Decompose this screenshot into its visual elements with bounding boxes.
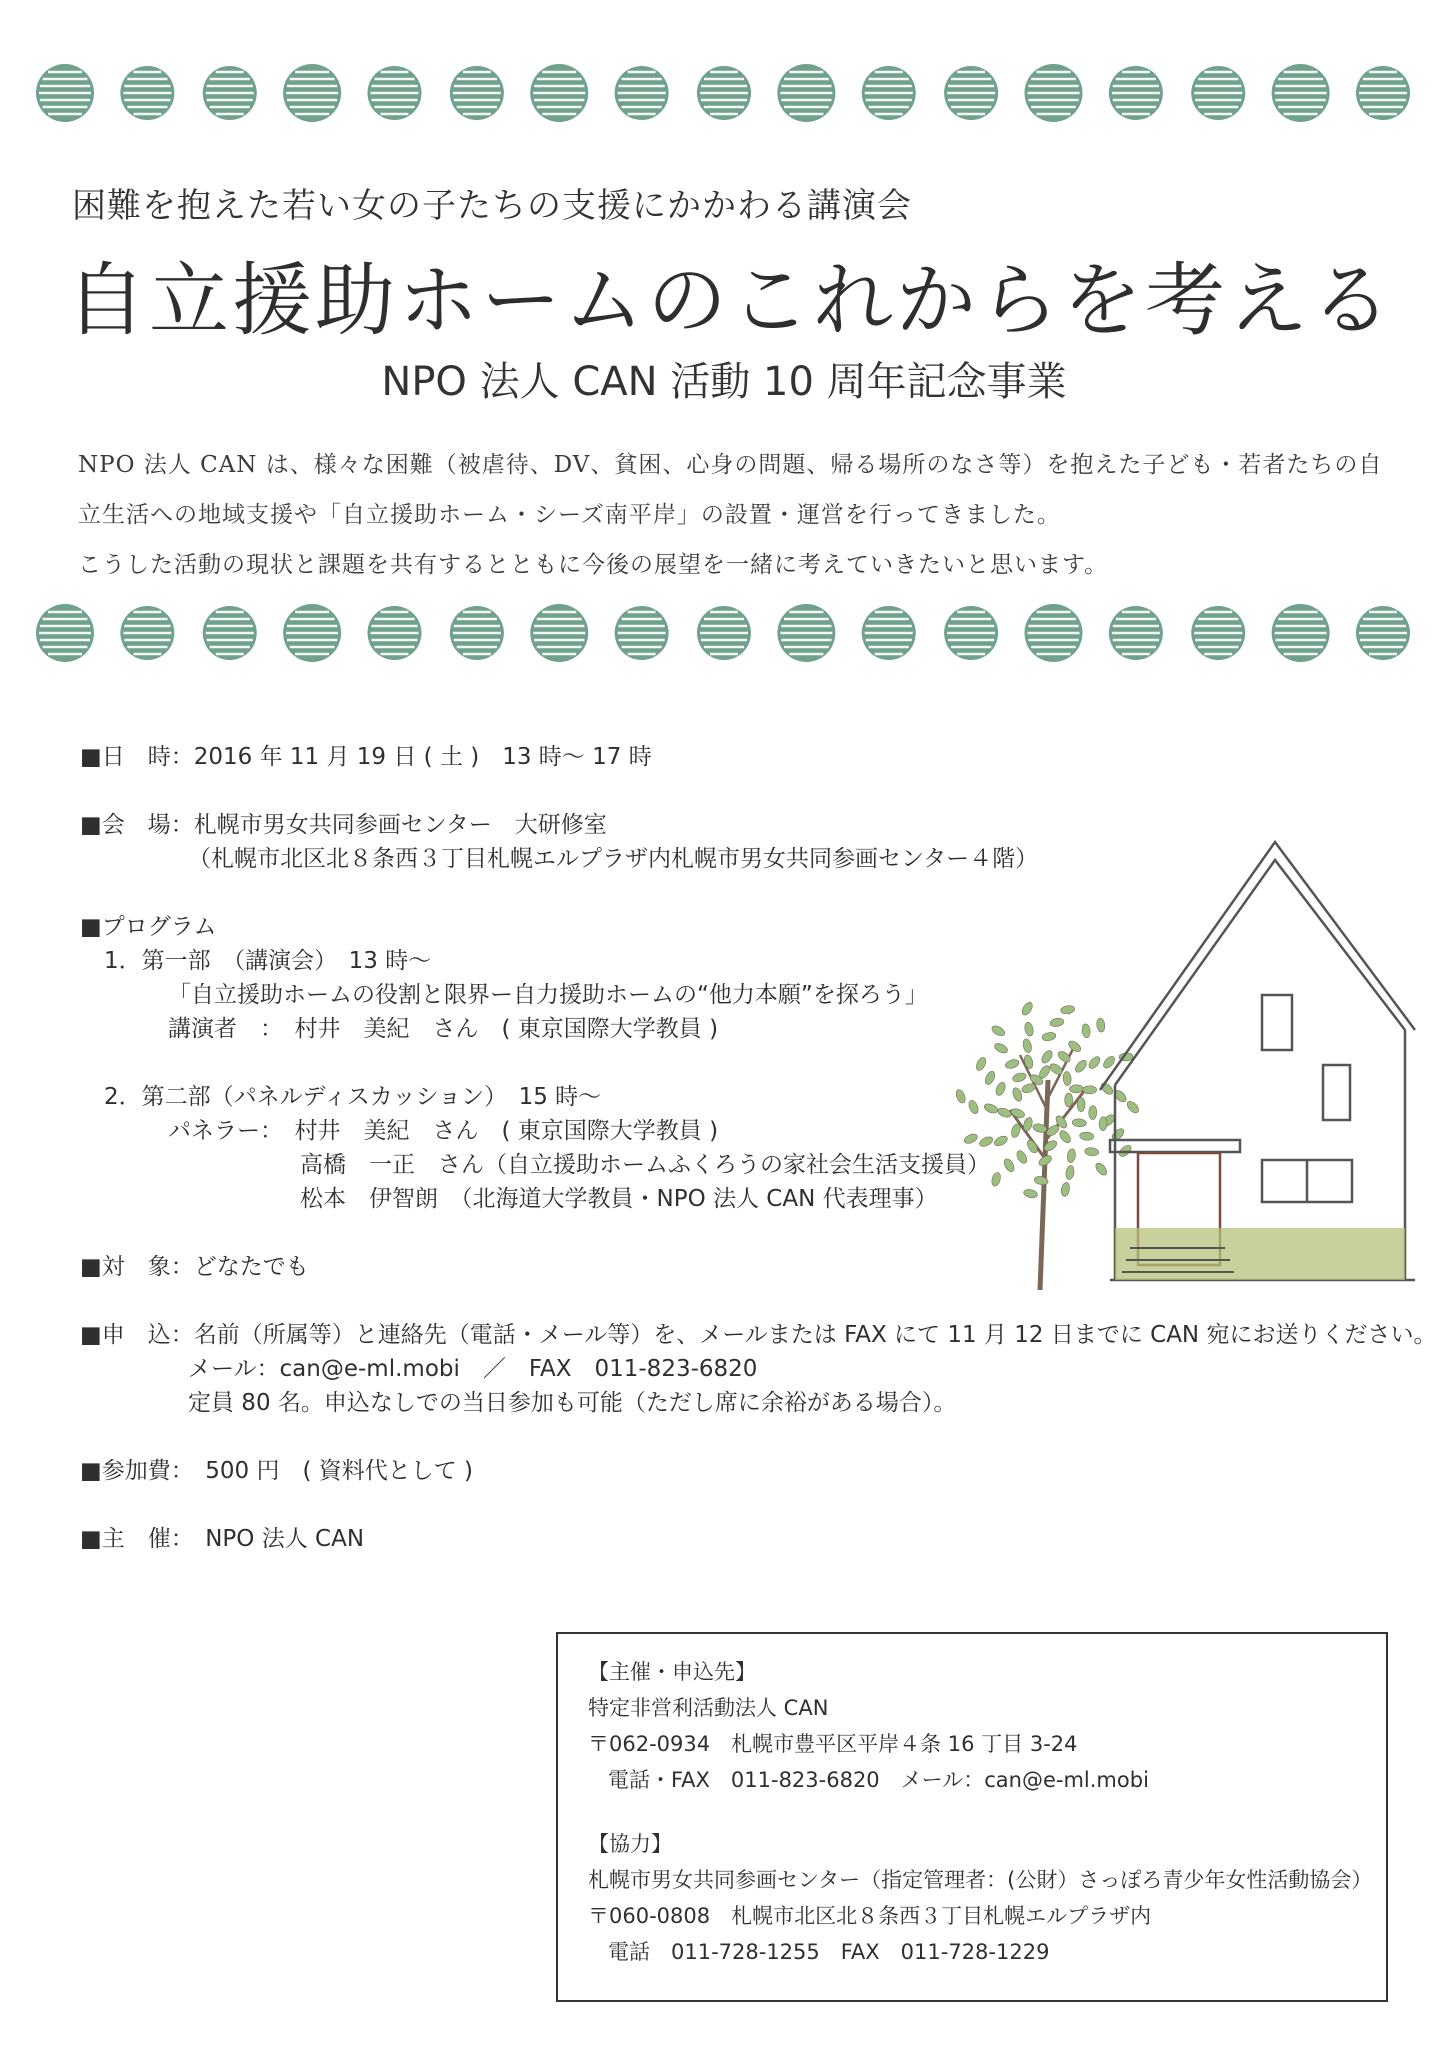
program-part2: 2．第二部（パネルディスカッション） 15 時〜 xyxy=(104,1084,602,1110)
coop-address: 〒060-0808 札幌市北区北８条西３丁目札幌エルプラザ内 xyxy=(588,1904,1152,1928)
leaf xyxy=(1077,1097,1085,1111)
leaf xyxy=(983,1070,996,1086)
house-illustration xyxy=(950,830,1420,1300)
leaf xyxy=(983,1102,999,1115)
leaf xyxy=(954,1088,967,1104)
striped-dot xyxy=(1025,604,1083,662)
contact-box xyxy=(556,1632,1388,2002)
striped-dot xyxy=(1356,66,1410,120)
coop-phone: 電話 011-728-1255 FAX 011-728-1229 xyxy=(608,1940,1050,1964)
apply-row: ■申 込：名前（所属等）と連絡先（電話・メール等）を、メールまたは FAX にて 11 月 12 日までに CAN 宛にお送りください。 xyxy=(80,1322,1437,1348)
top-dot-border xyxy=(30,58,1418,128)
striped-dot xyxy=(36,604,94,662)
striped-dot xyxy=(944,606,998,660)
leaf xyxy=(1083,1086,1097,1094)
leaf xyxy=(1096,1018,1105,1033)
leaf xyxy=(996,1106,1012,1118)
host-phone: 電話・FAX 011-823-6820 メール：can@e-ml.mobi xyxy=(608,1768,1149,1792)
striped-dot xyxy=(283,604,341,662)
leaf xyxy=(1073,1058,1088,1074)
intro-paragraph xyxy=(78,440,1383,590)
host-heading: 【主催・申込先】 xyxy=(588,1660,756,1684)
leaf xyxy=(1065,1093,1073,1107)
striped-dot xyxy=(203,66,257,120)
leaf xyxy=(1066,1148,1076,1163)
striped-dot xyxy=(615,66,669,120)
striped-dot xyxy=(450,606,504,660)
striped-dot xyxy=(450,66,504,120)
leaf xyxy=(1072,1118,1087,1127)
panelist-row: 松本 伊智朗 （北海道大学教員・NPO 法人 CAN 代表理事） xyxy=(300,1186,938,1212)
striped-dot xyxy=(530,64,588,122)
page-title: 自立援助ホームのこれからを考える xyxy=(66,254,1394,347)
leaf xyxy=(1041,1031,1056,1042)
program-part1: 1．第一部 （講演会） 13 時〜 xyxy=(104,948,432,974)
program-heading: ■プログラム xyxy=(80,914,217,940)
date-row: ■日 時：2016 年 11 月 19 日 ( 土 ) 13 時〜 17 時 xyxy=(80,744,652,770)
striped-dot xyxy=(862,66,916,120)
leaf xyxy=(990,1171,1002,1187)
striped-dot xyxy=(1272,604,1330,662)
tree-icon xyxy=(954,1001,1140,1290)
leaf xyxy=(1056,1049,1072,1064)
target-row: ■対 象：どなたでも xyxy=(80,1254,309,1280)
leaf xyxy=(963,1132,979,1145)
leaf xyxy=(1024,1021,1035,1036)
leaf xyxy=(1020,1001,1034,1017)
striped-dot xyxy=(1272,64,1330,122)
striped-dot xyxy=(1109,606,1163,660)
striped-dot xyxy=(120,606,174,660)
leaf xyxy=(1023,1054,1034,1070)
striped-dot xyxy=(615,606,669,660)
striped-dot xyxy=(1191,66,1245,120)
leaf xyxy=(1079,1132,1094,1141)
leaf xyxy=(1089,1105,1097,1119)
striped-dot xyxy=(777,64,835,122)
panelist-row: パネラー： 村井 美紀 さん ( 東京国際大学教員 ) xyxy=(168,1118,719,1144)
leaf xyxy=(1010,1107,1026,1119)
striped-dot xyxy=(203,606,257,660)
leaf xyxy=(1049,1017,1064,1027)
leaf xyxy=(1060,1005,1075,1015)
striped-dot xyxy=(944,66,998,120)
leaf xyxy=(1087,1055,1102,1071)
striped-dot xyxy=(368,606,422,660)
panelist-row: 高橋 一正 さん（自立援助ホームふくろうの家社会生活支援員） xyxy=(300,1152,990,1178)
leaf xyxy=(1125,1099,1140,1115)
part1-theme: 「自立援助ホームの役割と限界ー自力援助ホームの“他力本願”を探ろう」 xyxy=(168,982,928,1008)
venue-note: （札幌市北区北８条西３丁目札幌エルプラザ内札幌市男女共同参画センター４階） xyxy=(188,846,1039,872)
striped-dot xyxy=(697,66,751,120)
leaf xyxy=(1084,1147,1099,1156)
apply-contact: メール：can@e-ml.mobi ／ FAX 011-823-6820 xyxy=(188,1356,758,1382)
leaf xyxy=(978,1135,994,1148)
leaf xyxy=(1067,1039,1083,1054)
striped-dot xyxy=(1356,606,1410,660)
middle-dot-border xyxy=(30,598,1418,668)
host-address: 〒062-0934 札幌市豊平区平岸４条 16 丁目 3-24 xyxy=(588,1732,1078,1756)
striped-dot xyxy=(862,606,916,660)
event-subtitle: 困難を抱えた若い女の子たちの支援にかかわる講演会 xyxy=(72,186,912,226)
leaf xyxy=(1081,1023,1091,1038)
leaf xyxy=(1022,1038,1033,1054)
leaf xyxy=(1011,1071,1027,1083)
striped-dot xyxy=(120,66,174,120)
leaf xyxy=(1015,1149,1029,1165)
host-name: 特定非営利活動法人 CAN xyxy=(588,1696,829,1720)
apply-capacity: 定員 80 名。申込なしでの当日参加も可能（ただし席に余裕がある場合）。 xyxy=(188,1390,957,1416)
part1-speaker: 講演者 ： 村井 美紀 さん ( 東京国際大学教員 ) xyxy=(168,1016,719,1042)
leaf xyxy=(1094,1161,1109,1177)
intro-line: 立生活への地域支援や「自立援助ホーム・シーズ南平岸」の設置・運営を行ってきました。 xyxy=(78,502,1061,528)
intro-line: こうした活動の現状と課題を共有するとともに今後の展望を一緒に考えていきたいと思います。 xyxy=(78,552,1109,578)
host-row: ■主 催： NPO 法人 CAN xyxy=(80,1526,365,1552)
leaf xyxy=(1065,1165,1075,1180)
striped-dot xyxy=(697,606,751,660)
leaf xyxy=(1004,1058,1020,1070)
leaf xyxy=(1002,1157,1016,1173)
leaf xyxy=(993,1041,1009,1055)
striped-dot xyxy=(36,64,94,122)
leaf xyxy=(1069,1085,1083,1093)
striped-dot xyxy=(1025,64,1083,122)
striped-dot xyxy=(530,604,588,662)
intro-line: NPO 法人 CAN は、様々な困難（被虐待、DV、貧困、心身の問題、帰る場所のなさ等）を抱えた子ども・若者たちの自 xyxy=(78,452,1383,478)
venue-row: ■会 場：札幌市男女共同参画センター 大研修室 xyxy=(80,812,607,838)
leaf xyxy=(1060,1182,1070,1197)
leaf xyxy=(1099,1116,1108,1130)
coop-name: 札幌市男女共同参画センター（指定管理者：(公財）さっぽろ青少年女性活動協会） xyxy=(588,1868,1373,1892)
striped-dot xyxy=(1191,606,1245,660)
leaf xyxy=(974,1056,987,1072)
leaf xyxy=(1063,1071,1072,1086)
house-icon xyxy=(1100,842,1415,1280)
leaf xyxy=(1048,1062,1064,1077)
anniversary-tag: NPO 法人 CAN 活動 10 周年記念事業 xyxy=(381,359,1067,405)
striped-dot xyxy=(283,64,341,122)
leaf xyxy=(967,1099,980,1115)
striped-dot xyxy=(777,604,835,662)
leaf xyxy=(994,1081,1007,1097)
leaf xyxy=(990,1024,1006,1038)
coop-heading: 【協力】 xyxy=(588,1832,672,1856)
leaf xyxy=(1058,1129,1073,1145)
leaf xyxy=(993,1134,1009,1147)
leaf xyxy=(1040,1049,1054,1065)
fee-row: ■参加費： 500 円 ( 資料代として ) xyxy=(80,1458,474,1484)
striped-dot xyxy=(368,66,422,120)
striped-dot xyxy=(1109,66,1163,120)
leaf xyxy=(1023,1188,1038,1199)
